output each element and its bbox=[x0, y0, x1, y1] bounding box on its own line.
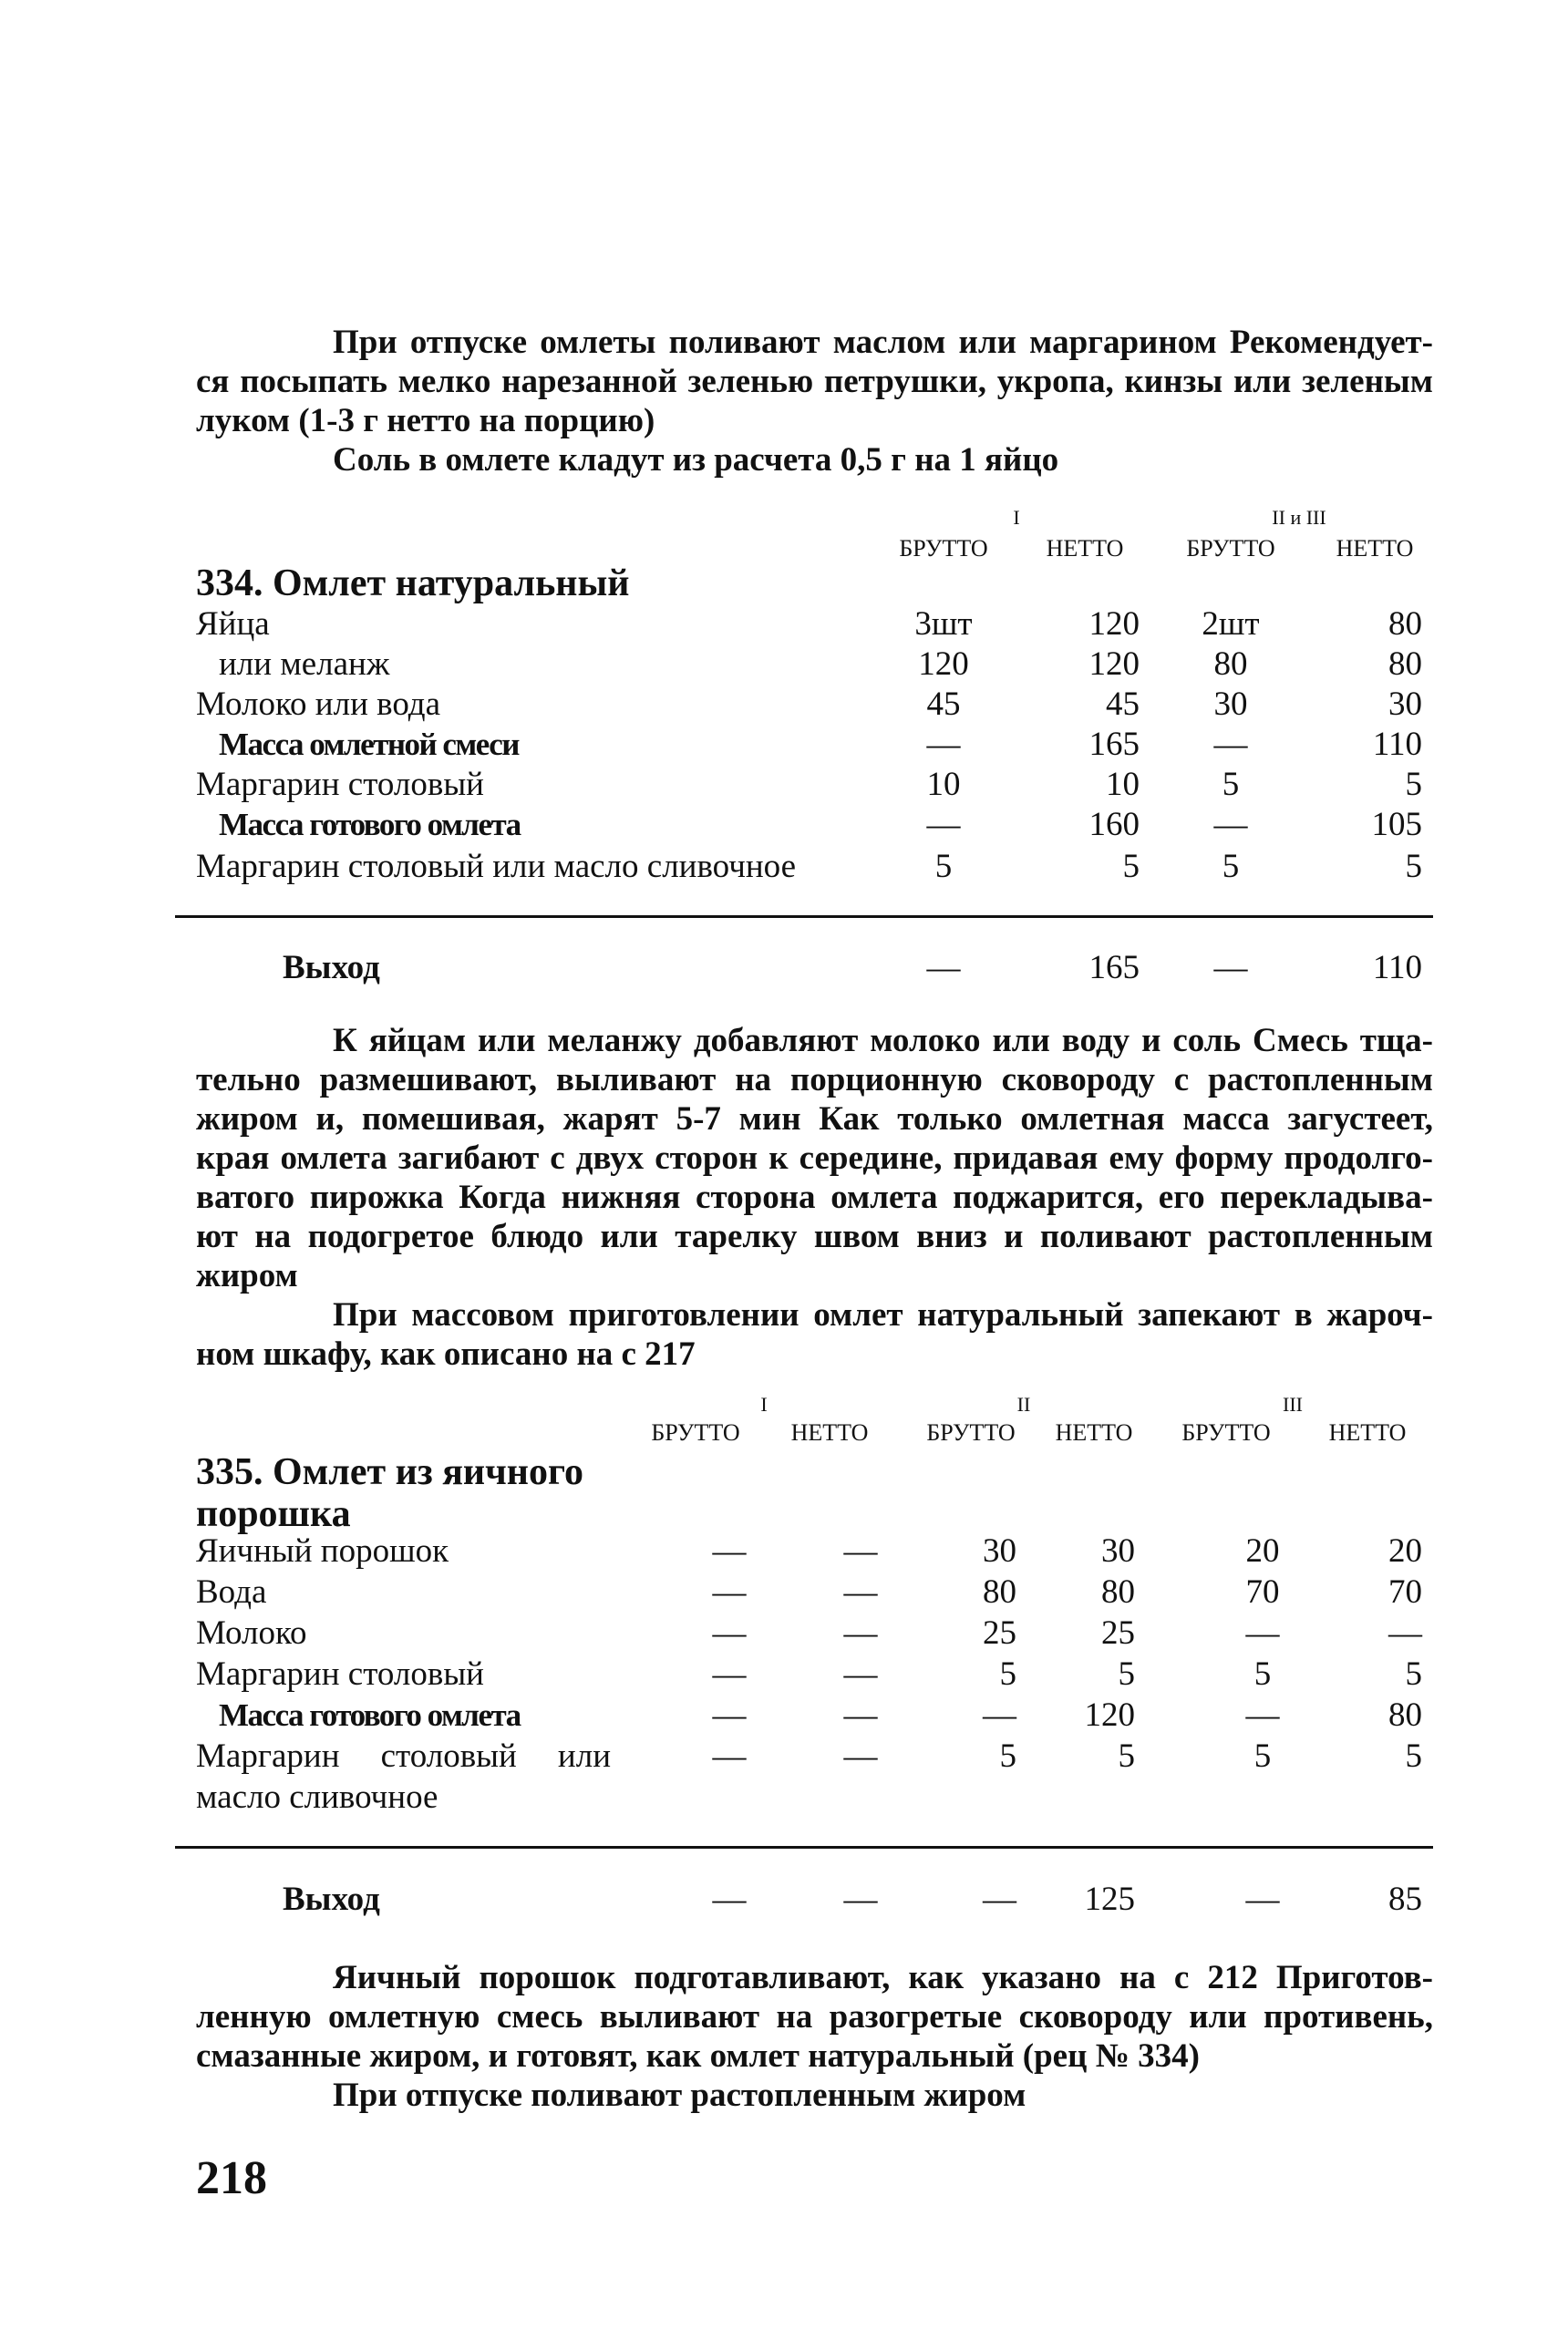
value-cell: 5 bbox=[934, 848, 953, 885]
method-line: ном шкафу, как описано на с 217 bbox=[196, 1335, 696, 1373]
value-cell: — bbox=[712, 1696, 747, 1734]
ingredient-name: или меланж bbox=[219, 645, 390, 683]
group-header-iii: III bbox=[1283, 1393, 1303, 1416]
method-line: При отпуске поливают растопленным жиром bbox=[333, 2077, 1026, 2114]
value-cell: 20 bbox=[1245, 1532, 1280, 1570]
exit-value: 165 bbox=[1088, 949, 1140, 986]
value-cell: 120 bbox=[1088, 605, 1140, 643]
value-cell: — bbox=[926, 806, 961, 843]
value-cell: 120 bbox=[1084, 1696, 1135, 1734]
col-header-netto: НЕТТО bbox=[1328, 1419, 1407, 1446]
value-cell: 80 bbox=[983, 1573, 1016, 1611]
exit-value: — bbox=[1213, 949, 1248, 986]
value-cell: 5 bbox=[1405, 766, 1422, 803]
col-header-netto: НЕТТО bbox=[1055, 1419, 1133, 1446]
value-cell: — bbox=[843, 1614, 878, 1652]
value-cell: 80 bbox=[1213, 645, 1248, 683]
method-line: ватого пирожка Когда нижняя сторона омлета поджарится, его перекладыва- bbox=[196, 1179, 1433, 1216]
value-cell: 30 bbox=[1388, 686, 1422, 723]
intro-line: При отпуске омлеты поливают маслом или маргарином Рекомендует- bbox=[333, 324, 1433, 361]
ingredient-name: Маргарин столовый или bbox=[196, 1737, 611, 1775]
subtotal-label: Масса омлетной смеси bbox=[219, 727, 519, 762]
exit-value: 110 bbox=[1372, 949, 1422, 986]
value-cell: 160 bbox=[1088, 806, 1140, 843]
value-cell: — bbox=[926, 726, 961, 763]
col-header-brutto: БРУТТО bbox=[926, 1419, 1016, 1446]
value-cell: 5 bbox=[1122, 848, 1140, 885]
exit-label: Выход bbox=[283, 949, 380, 986]
intro-line: ся посыпать мелко нарезанной зеленью петрушки, укропа, кинзы или зеленым bbox=[196, 363, 1433, 400]
subtotal-label: Масса готового омлета bbox=[219, 1697, 521, 1733]
value-cell: 5 bbox=[1405, 1655, 1422, 1693]
value-cell: 20 bbox=[1388, 1532, 1422, 1570]
value-cell: 10 bbox=[926, 766, 961, 803]
col-header-brutto: БРУТТО bbox=[1186, 535, 1275, 562]
value-cell: 110 bbox=[1372, 726, 1422, 763]
value-cell: 70 bbox=[1388, 1573, 1422, 1611]
table-divider bbox=[175, 1846, 1433, 1849]
ingredient-name: Молоко bbox=[196, 1614, 307, 1652]
value-cell: 3шт bbox=[914, 605, 973, 643]
exit-label: Выход bbox=[283, 1881, 380, 1918]
value-cell: — bbox=[1245, 1696, 1280, 1734]
value-cell: 30 bbox=[1213, 686, 1248, 723]
value-cell: — bbox=[712, 1573, 747, 1611]
subtotal-label: Масса готового омлета bbox=[219, 807, 521, 842]
method-line: ют на подогретое блюдо или тарелку швом вниз и поливают растопленным bbox=[196, 1218, 1433, 1255]
group-header-i: I bbox=[760, 1393, 768, 1416]
recipe-335-title: порошка bbox=[196, 1493, 351, 1535]
value-cell: 70 bbox=[1245, 1573, 1280, 1611]
exit-value: — bbox=[843, 1881, 878, 1918]
value-cell: 80 bbox=[1388, 605, 1422, 643]
value-cell: — bbox=[843, 1532, 878, 1570]
value-cell: 80 bbox=[1101, 1573, 1135, 1611]
col-header-brutto: БРУТТО bbox=[899, 535, 988, 562]
recipe-335-title: 335. Омлет из яичного bbox=[196, 1451, 584, 1493]
col-header-netto: НЕТТО bbox=[1336, 535, 1414, 562]
ingredient-name: Маргарин столовый bbox=[196, 1655, 484, 1693]
ingredient-name-continued: масло сливочное bbox=[196, 1778, 438, 1816]
ingredient-name: Вода bbox=[196, 1573, 267, 1611]
value-cell: 5 bbox=[1222, 766, 1240, 803]
value-cell: 5 bbox=[1222, 848, 1240, 885]
value-cell: — bbox=[712, 1614, 747, 1652]
table-divider bbox=[175, 915, 1433, 918]
value-cell: 25 bbox=[983, 1614, 1016, 1652]
exit-value: 85 bbox=[1388, 1881, 1422, 1918]
value-cell: 105 bbox=[1371, 806, 1422, 843]
value-cell: — bbox=[1245, 1614, 1280, 1652]
value-cell: 30 bbox=[983, 1532, 1016, 1570]
value-cell: 120 bbox=[918, 645, 969, 683]
method-line: края омлета загибают с двух сторон к середине, придавая ему форму продолго- bbox=[196, 1139, 1433, 1177]
value-cell: — bbox=[1213, 726, 1248, 763]
value-cell: 5 bbox=[999, 1737, 1016, 1775]
value-cell: — bbox=[843, 1573, 878, 1611]
value-cell: 80 bbox=[1388, 1696, 1422, 1734]
method-line: жиром и, помешивая, жарят 5-7 мин Как только омлетная масса загустеет, bbox=[196, 1100, 1433, 1138]
method-line: При массовом приготовлении омлет натуральный запекают в жароч- bbox=[333, 1296, 1433, 1334]
ingredient-name: Яичный порошок bbox=[196, 1532, 449, 1570]
ingredient-name: Маргарин столовый или масло сливочное bbox=[196, 848, 796, 885]
method-line: К яйцам или меланжу добавляют молоко или воду и соль Смесь тща- bbox=[333, 1022, 1433, 1059]
value-cell: 10 bbox=[1106, 766, 1140, 803]
value-cell: 165 bbox=[1088, 726, 1140, 763]
value-cell: 5 bbox=[1405, 1737, 1422, 1775]
ingredient-name: Яйца bbox=[196, 605, 270, 643]
value-cell: 45 bbox=[926, 686, 961, 723]
value-cell: 5 bbox=[1118, 1655, 1135, 1693]
value-cell: — bbox=[843, 1655, 878, 1693]
value-cell: 5 bbox=[999, 1655, 1016, 1693]
value-cell: — bbox=[712, 1737, 747, 1775]
value-cell: 5 bbox=[1118, 1737, 1135, 1775]
value-cell: — bbox=[843, 1696, 878, 1734]
value-cell: 25 bbox=[1101, 1614, 1135, 1652]
ingredient-name: Маргарин столовый bbox=[196, 766, 484, 803]
value-cell: 120 bbox=[1088, 645, 1140, 683]
group-header-i: I bbox=[1013, 506, 1020, 529]
value-cell: — bbox=[1388, 1614, 1422, 1652]
value-cell: 2шт bbox=[1202, 605, 1260, 643]
value-cell: 45 bbox=[1106, 686, 1140, 723]
col-header-brutto: БРУТТО bbox=[1181, 1419, 1271, 1446]
method-line: жиром bbox=[196, 1257, 298, 1294]
exit-value: — bbox=[712, 1881, 747, 1918]
method-line: ленную омлетную смесь выливают на разогретые сковороду или противень, bbox=[196, 1998, 1433, 2036]
ingredient-name: Молоко или вода bbox=[196, 686, 441, 723]
col-header-netto: НЕТТО bbox=[790, 1419, 869, 1446]
col-header-netto: НЕТТО bbox=[1046, 535, 1124, 562]
col-header-brutto: БРУТТО bbox=[651, 1419, 740, 1446]
value-cell: — bbox=[843, 1737, 878, 1775]
value-cell: — bbox=[712, 1532, 747, 1570]
value-cell: 80 bbox=[1388, 645, 1422, 683]
group-header-ii: II bbox=[1016, 1393, 1031, 1416]
exit-value: — bbox=[926, 949, 961, 986]
value-cell: 5 bbox=[1253, 1737, 1272, 1775]
recipe-334-title: 334. Омлет натуральный bbox=[196, 562, 630, 604]
page-number: 218 bbox=[196, 2152, 267, 2204]
method-line: тельно размешивают, выливают на порционную сковороду с растопленным bbox=[196, 1061, 1433, 1098]
value-cell: — bbox=[712, 1655, 747, 1693]
intro-salt-line: Соль в омлете кладут из расчета 0,5 г на 1 яйцо bbox=[333, 441, 1059, 479]
exit-value: 125 bbox=[1084, 1881, 1135, 1918]
value-cell: 5 bbox=[1405, 848, 1422, 885]
method-line: смазанные жиром, и готовят, как омлет натуральный (рец № 334) bbox=[196, 2037, 1200, 2075]
group-header-ii-iii: II и III bbox=[1272, 506, 1326, 529]
value-cell: 30 bbox=[1101, 1532, 1135, 1570]
value-cell: — bbox=[1213, 806, 1248, 843]
exit-value: — bbox=[1245, 1881, 1280, 1918]
exit-value: — bbox=[983, 1881, 1016, 1918]
value-cell: 5 bbox=[1253, 1655, 1272, 1693]
intro-line: луком (1-3 г нетто на порцию) bbox=[196, 402, 655, 439]
value-cell: — bbox=[983, 1696, 1016, 1734]
method-line: Яичный порошок подготавливают, как указано на с 212 Приготов- bbox=[333, 1959, 1433, 1996]
